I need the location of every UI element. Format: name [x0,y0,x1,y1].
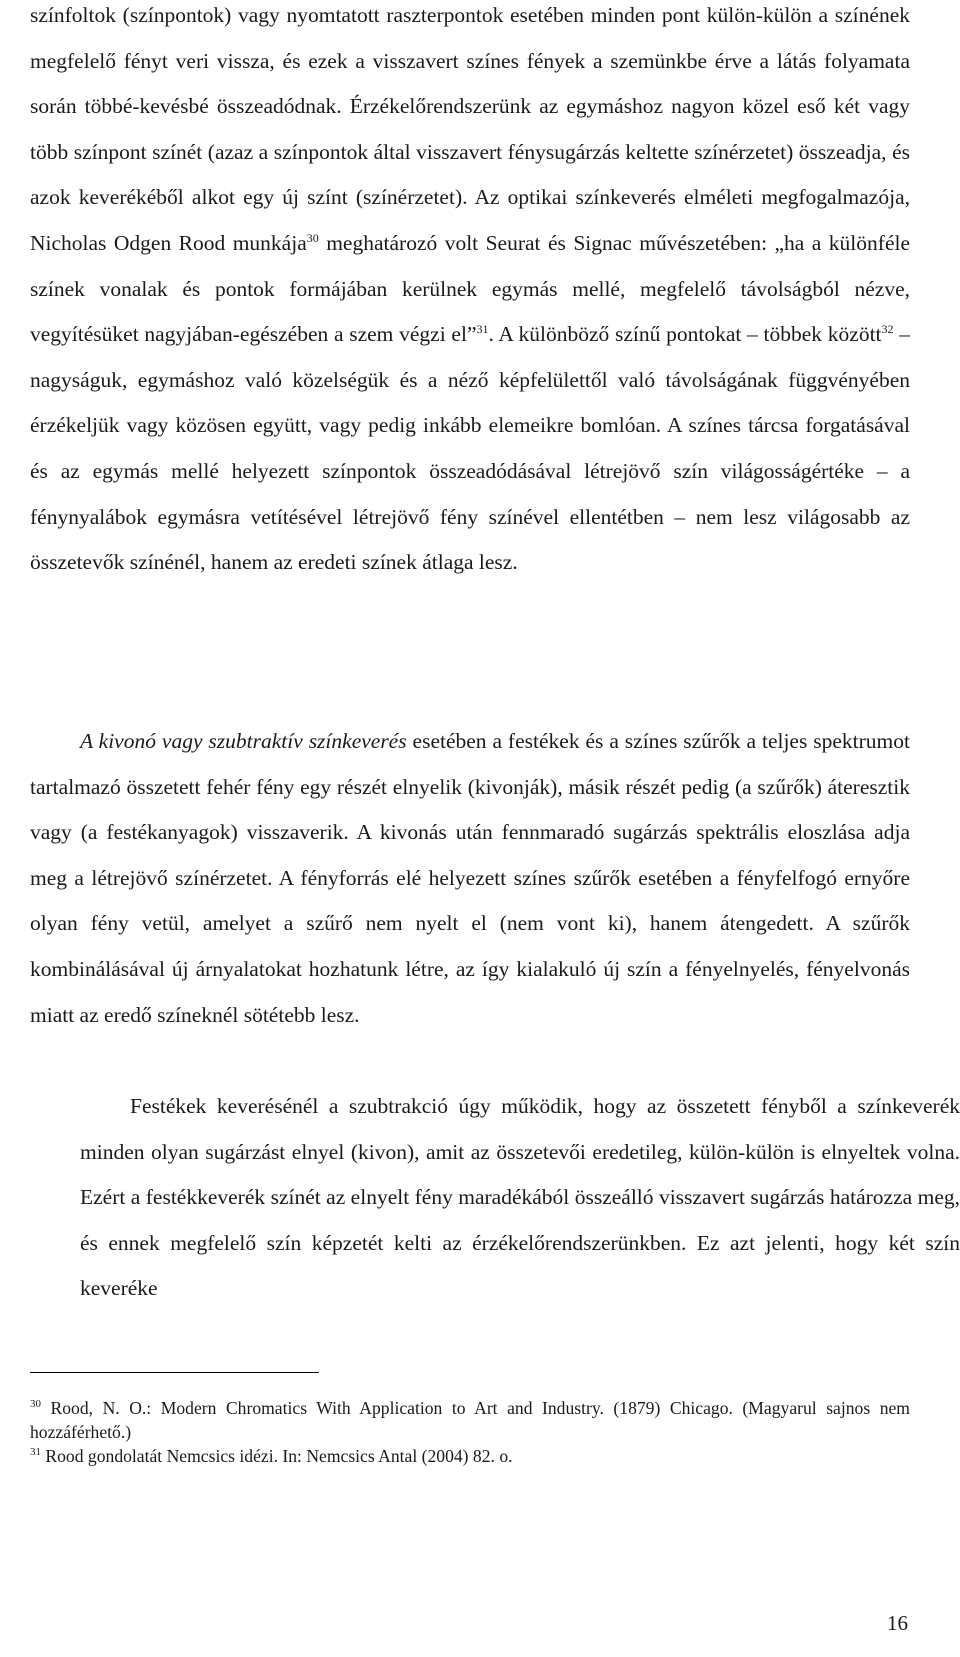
page-number: 16 [887,1611,908,1635]
footnote-ref-32[interactable]: 32 [881,322,894,336]
paragraph-text: meghatározó volt Seurat és Signac művészetében: „ha a különféle színek vonalak és pontok formájában kerülnek egymás mellé, megfelelő távolságból nézve, vegyítésüket nagyjában-egészében a szem végzi el” [30,230,910,347]
footnote-30 [30,1396,910,1444]
footnote-number: 30 [30,1398,41,1411]
emphasized-term: A kivonó vagy szubtraktív színkeverés [80,729,407,753]
paragraph-text: . A különböző színű pontokat – többek között [488,322,882,347]
paragraph-text: színfoltok (színpontok) vagy nyomtatott raszterpontok esetében minden pont külön-külön a színének megfelelő fényt veri vissza, és ezek a visszavert színes fények a szemünkbe érve a látás folyamata során többé-kevésbé összeadódnak. Érzékelőrendszerünk az egymáshoz nagyon közel eső két vagy több színpont színét (azaz a színpontok által visszavert fénysugárzás keltette színérzetet) összeadja, és azok keverékéből alkot egy új színt (színérzetet). Az optikai színkeverés elméleti megfogalmazója, Nicholas Odgen Rood munkája [30,3,910,255]
footnote-separator [30,1372,319,1373]
footnote-ref-30[interactable]: 30 [306,230,319,245]
footnote-number: 31 [30,1446,41,1459]
paragraph-optical-mixing [30,0,910,586]
footnote-31 [30,1444,910,1468]
paragraph-text: esetében a festékek és a színes szűrők a teljes spektrumot tartalmazó összetett fehér fény egy részét elnyelik (kivonják), másik részét pedig (a szűrők) áteresztik vagy (a festékanyagok) visszaverik. A kivonás után fennmaradó sugárzás spektrális eloszlása adja meg a létrejövő színérzetet. A fényforrás elé helyezett színes szűrők esetében a fényfelfogó ernyőre olyan fény vetül, amelyet a szűrő nem nyelt el (nem vont ki), hanem átengedett. A szűrők kombinálásával új árnyalatokat hozhatunk létre, az így kialakuló új szín a fényelnyelés, fényelvonás miatt az eredő színeknél sötétebb lesz. [30,729,911,1027]
footnotes [30,1396,910,1468]
footnote-ref-31[interactable]: 31 [476,322,489,336]
paragraph-text: Festékek keverésénél a szubtrakció úgy működik, hogy az összetett fényből a színkeverék minden olyan sugárzást elnyel (kivon), amit az összetevői eredetileg, külön-külön is elnyeltek volna. Ezért a festékkeverék színét az elnyelt fény maradékából összeálló visszavert sugárzás határozza meg, és ennek megfelelő szín képzetét kelti az érzékelőrendszerünkben. Ez azt jelenti, hogy két szín keveréke [80,1094,960,1301]
paragraph-subtractive-mixing [30,719,910,1038]
footnote-text: Rood, N. O.: Modern Chromatics With Application to Art and Industry. (1879) Chicago. (Magyarul sajnos nem hozzáférhető.) [30,1398,910,1442]
paragraph-text: – nagyságuk, egymáshoz való közelségük és a néző képfelülettől való távolságának függvényében érzékeljük vagy közösen együtt, vagy pedig inkább elemeikre bomlóan. A színes tárcsa forgatásával és az egymás mellé helyezett színpontok összeadódásával létrejövő szín világosságértéke – a fénynyalábok egymásra vetítésével létrejövő fény színével ellentétben – nem lesz világosabb az összetevők színénél, hanem az eredeti színek átlaga lesz. [30,322,911,575]
paragraph-paint-mixing [30,1084,960,1312]
footnote-text: Rood gondolatát Nemcsics idézi. In: Nemcsics Antal (2004) 82. o. [41,1446,513,1466]
